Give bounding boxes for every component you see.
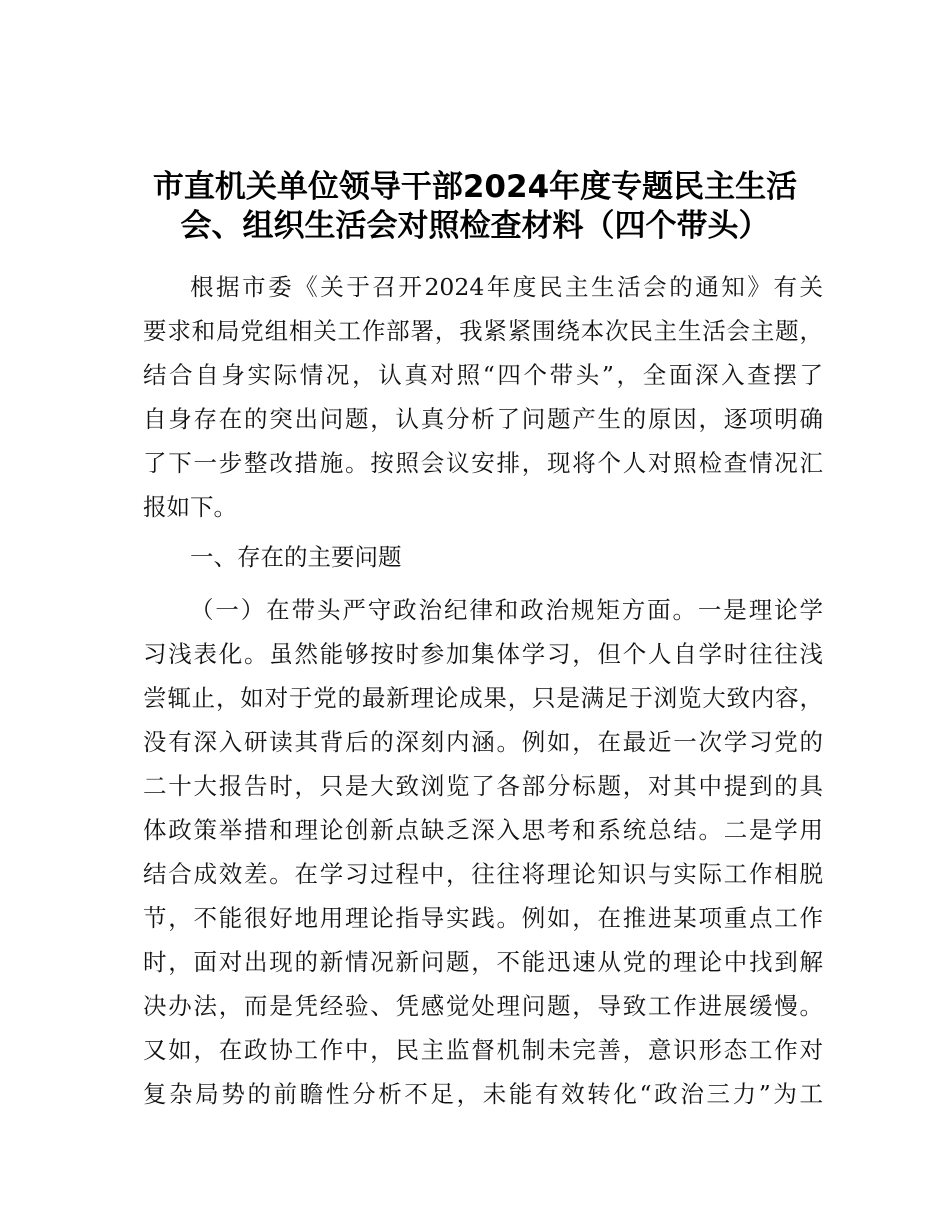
- body-paragraph-line: 结合成效差。在学习过程中，往往将理论知识与实际工作相脱: [143, 860, 823, 888]
- body-paragraph-line: 体政策举措和理论创新点缺乏深入思考和系统总结。二是学用: [143, 816, 823, 844]
- body-paragraph-line: 复杂局势的前瞻性分析不足，未能有效转化“政治三力”为工: [143, 1080, 823, 1108]
- intro-paragraph-line: 了下一步整改措施。按照会议安排，现将个人对照检查情况汇: [143, 449, 823, 477]
- body-paragraph-line: 没有深入研读其背后的深刻内涵。例如，在最近一次学习党的: [143, 728, 823, 756]
- section-heading: 一、存在的主要问题: [190, 543, 402, 571]
- body-paragraph-line: 习浅表化。虽然能够按时参加集体学习，但个人自学时往往浅: [143, 640, 823, 668]
- body-paragraph-line: 节，不能很好地用理论指导实践。例如，在推进某项重点工作: [143, 904, 823, 932]
- intro-paragraph-line: 自身存在的突出问题，认真分析了问题产生的原因，逐项明确: [143, 405, 823, 433]
- intro-paragraph-line: 结合自身实际情况，认真对照“四个带头”，全面深入查摆了: [143, 361, 823, 389]
- body-paragraph-line: （一）在带头严守政治纪律和政治规矩方面。一是理论学: [190, 596, 823, 624]
- intro-paragraph-line: 要求和局党组相关工作部署，我紧紧围绕本次民主生活会主题，: [143, 317, 823, 345]
- document-title-line-2: 会、组织生活会对照检查材料（四个带头）: [180, 208, 770, 244]
- body-paragraph-line: 二十大报告时，只是大致浏览了各部分标题，对其中提到的具: [143, 772, 823, 800]
- body-paragraph-line: 时，面对出现的新情况新问题，不能迅速从党的理论中找到解: [143, 948, 823, 976]
- intro-paragraph-line: 报如下。: [143, 493, 237, 521]
- intro-paragraph-line: 根据市委《关于召开2024年度民主生活会的通知》有关: [190, 273, 823, 301]
- body-paragraph-line: 决办法，而是凭经验、凭感觉处理问题，导致工作进展缓慢。: [143, 992, 823, 1020]
- document-title-line-1: 市直机关单位领导干部2024年度专题民主生活: [152, 169, 798, 205]
- body-paragraph-line: 尝辄止，如对于党的最新理论成果，只是满足于浏览大致内容，: [143, 684, 823, 712]
- body-paragraph-line: 又如，在政协工作中，民主监督机制未完善，意识形态工作对: [143, 1036, 823, 1064]
